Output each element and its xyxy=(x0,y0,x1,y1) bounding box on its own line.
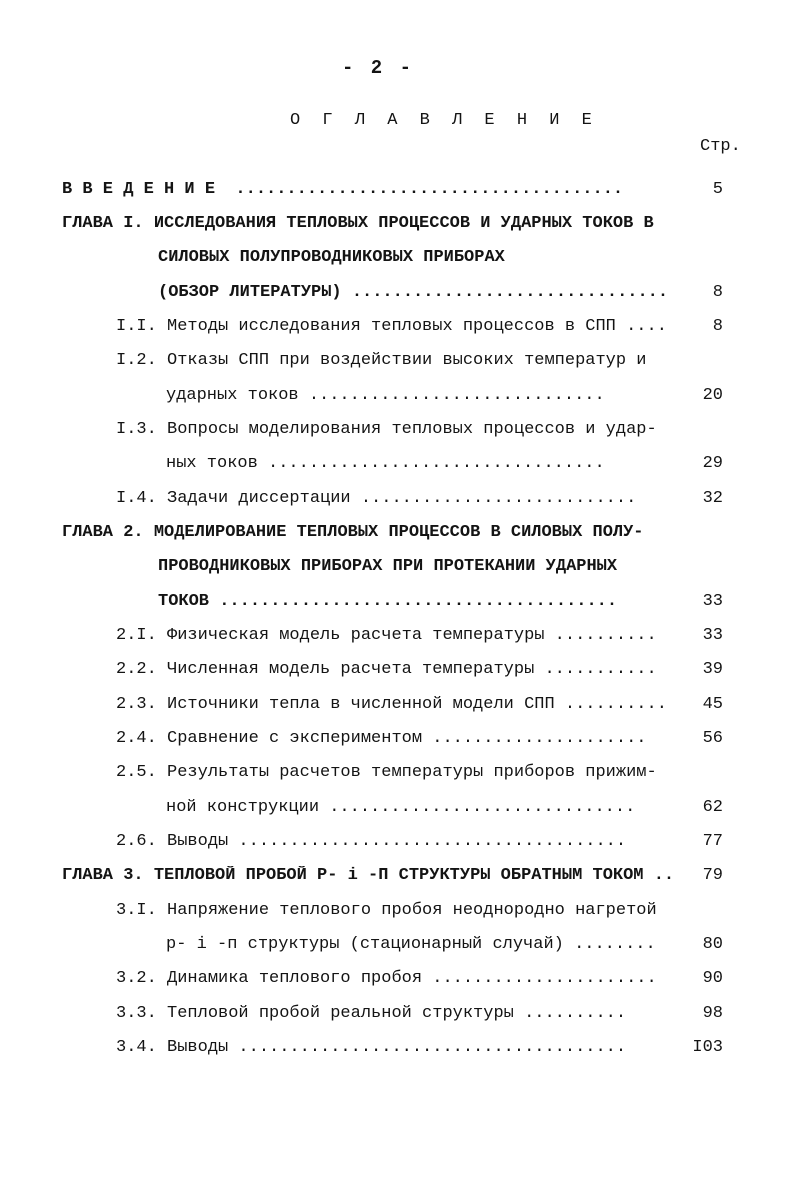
toc-entry-text: I.I. Методы исследования тепловых процессов в СПП .... xyxy=(116,317,667,336)
toc-entry-page: 5 xyxy=(712,180,723,199)
toc-entry-page: 32 xyxy=(702,489,723,508)
toc-title: О Г Л А В Л Е Н И Е xyxy=(290,111,598,130)
toc-entry-text: I.4. Задачи диссертации ........................... xyxy=(116,489,637,508)
toc-entry-text: ных токов ................................. xyxy=(166,454,605,473)
page-number: - 2 - xyxy=(342,57,415,79)
page-column-label: Стр. xyxy=(700,137,741,156)
toc-entry-text: 3.I. Напряжение теплового пробоя неоднородно нагретой xyxy=(116,901,657,920)
toc-entry-text: ГЛАВА 2. МОДЕЛИРОВАНИЕ ТЕПЛОВЫХ ПРОЦЕССОВ В СИЛОВЫХ ПОЛУ- xyxy=(62,523,644,542)
toc-entry-text: 3.4. Выводы ...................................... xyxy=(116,1038,627,1057)
toc-entry-text: 2.5. Результаты расчетов температуры приборов прижим- xyxy=(116,763,657,782)
toc-entry-page: 33 xyxy=(702,626,723,645)
toc-entry-page: 8 xyxy=(712,283,723,302)
toc-entry-text: ТОКОВ ....................................... xyxy=(158,592,618,611)
toc-entry-text: СИЛОВЫХ ПОЛУПРОВОДНИКОВЫХ ПРИБОРАХ xyxy=(158,248,505,267)
toc-entry-page: 77 xyxy=(702,832,723,851)
toc-entry-text: 2.6. Выводы ...................................... xyxy=(116,832,627,851)
toc-entry-text: (ОБЗОР ЛИТЕРАТУРЫ) ............................... xyxy=(158,283,669,302)
toc-entry-page: 33 xyxy=(702,592,723,611)
toc-entry-text: ударных токов ............................. xyxy=(166,386,605,405)
toc-entry-page: 90 xyxy=(702,969,723,988)
toc-entry-text: 2.3. Источники тепла в численной модели СПП .......... xyxy=(116,695,667,714)
toc-entry-text: ГЛАВА 3. ТЕПЛОВОЙ ПРОБОЙ Р- і -П СТРУКТУРЫ ОБРАТНЫМ ТОКОМ .. xyxy=(62,866,675,885)
toc-entry-text: р- і -п структуры (стационарный случай) ........ xyxy=(166,935,656,954)
toc-entry-text: 2.2. Численная модель расчета температуры ........... xyxy=(116,660,657,679)
toc-entry-text: 2.I. Физическая модель расчета температуры .......... xyxy=(116,626,657,645)
toc-entry-text: I.2. Отказы СПП при воздействии высоких температур и xyxy=(116,351,647,370)
toc-entry-text: ГЛАВА I. ИССЛЕДОВАНИЯ ТЕПЛОВЫХ ПРОЦЕССОВ И УДАРНЫХ ТОКОВ В xyxy=(62,214,654,233)
toc-entry-text: В В Е Д Е Н И Е ...................................... xyxy=(62,180,624,199)
toc-entry-page: 79 xyxy=(702,866,723,885)
toc-entry-page: 45 xyxy=(702,695,723,714)
toc-entry-text: 3.3. Тепловой пробой реальной структуры .......... xyxy=(116,1004,627,1023)
toc-entry-text: 2.4. Сравнение с экспериментом ..................... xyxy=(116,729,647,748)
toc-entry-page: 98 xyxy=(702,1004,723,1023)
toc-entry-page: I03 xyxy=(692,1038,723,1057)
toc-entry-text: 3.2. Динамика теплового пробоя ...................... xyxy=(116,969,657,988)
toc-entry-page: 80 xyxy=(702,935,723,954)
toc-entry-page: 8 xyxy=(712,317,723,336)
toc-entry-text: I.3. Вопросы моделирования тепловых процессов и удар- xyxy=(116,420,657,439)
toc-entry-page: 56 xyxy=(702,729,723,748)
toc-entry-page: 20 xyxy=(702,386,723,405)
toc-entry-page: 62 xyxy=(702,798,723,817)
toc-entry-page: 39 xyxy=(702,660,723,679)
toc-entry-text: ной конструкции .............................. xyxy=(166,798,636,817)
toc-entry-text: ПРОВОДНИКОВЫХ ПРИБОРАХ ПРИ ПРОТЕКАНИИ УДАРНЫХ xyxy=(158,557,618,576)
toc-entry-page: 29 xyxy=(702,454,723,473)
